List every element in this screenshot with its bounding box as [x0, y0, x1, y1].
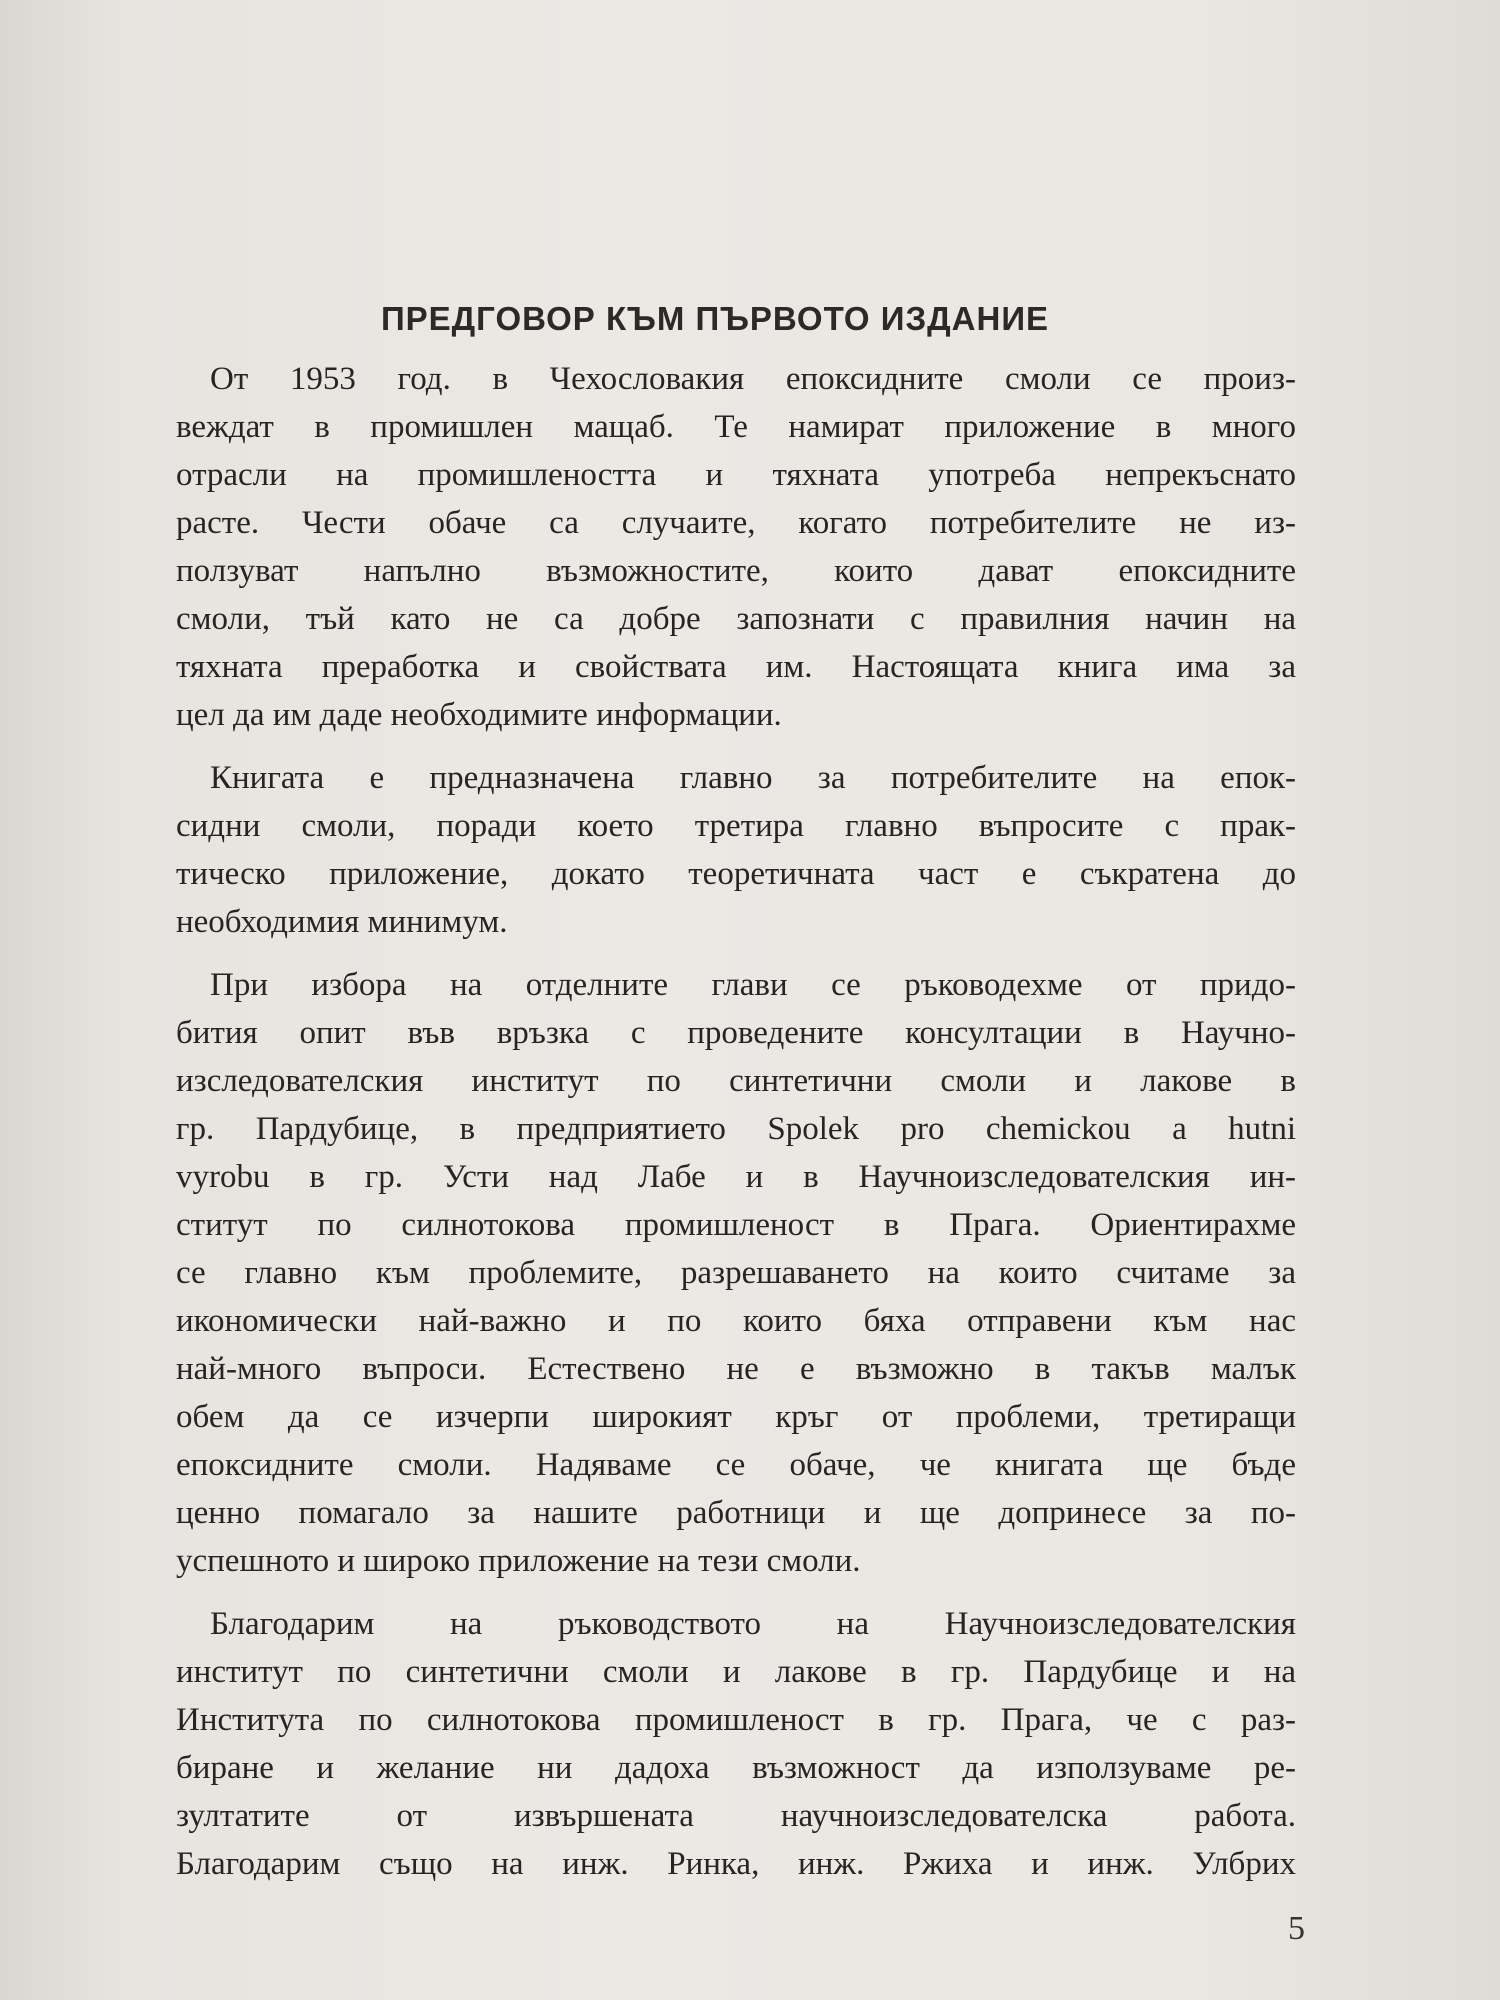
text-line: биране и желание ни дадоха възможност да използуваме ре- [176, 1750, 1296, 1786]
text-line: Института по силнотокова промишленост в гр. Прага, че с раз- [176, 1702, 1296, 1738]
text-line: изследователския институт по синтетични смоли и лакове в [176, 1063, 1296, 1099]
text-line: тяхната преработка и свойствата им. Настоящата книга има за [176, 649, 1296, 685]
text-line: расте. Чести обаче са случаите, когато потребителите не из- [176, 505, 1296, 541]
text-line: От 1953 год. в Чехословакия епоксидните смоли се произ- [210, 361, 1296, 397]
text-line: икономически най-важно и по които бяха отправени към нас [176, 1303, 1296, 1339]
text-line: зултатите от извършената научноизследователска работа. [176, 1798, 1296, 1834]
text-line: веждат в промишлен мащаб. Те намират приложение в много [176, 409, 1296, 445]
text-line: Благодарим също на инж. Ринка, инж. Ржиха и инж. Улбрих [176, 1846, 1296, 1882]
paragraph [176, 355, 1296, 739]
text-line: Благодарим на ръководството на Научноизследователския [210, 1606, 1296, 1642]
text-line: отрасли на промишлеността и тяхната употреба непрекъснато [176, 457, 1296, 493]
text-line: При избора на отделните глави се ръководехме от придо- [210, 967, 1296, 1003]
page-title: ПРЕДГОВОР КЪМ ПЪРВОТО ИЗДАНИЕ [380, 300, 1050, 337]
body-text [176, 355, 1296, 1903]
text-line: се главно към проблемите, разрешаването на които считаме за [176, 1255, 1296, 1291]
text-line: най-много въпроси. Естествено не е възможно в такъв малък [176, 1351, 1296, 1387]
text-line: тическо приложение, докато теоретичната част е съкратена до [176, 856, 1296, 892]
text-line: сидни смоли, поради което третира главно въпросите с прак- [176, 808, 1296, 844]
text-line: обем да се изчерпи широкият кръг от проблеми, третиращи [176, 1399, 1296, 1435]
text-line: ползуват напълно възможностите, които дават епоксидните [176, 553, 1296, 589]
text-line: цел да им даде необходимите информации. [176, 697, 782, 733]
text-line: институт по синтетични смоли и лакове в гр. Пардубице и на [176, 1654, 1296, 1690]
text-line: vyrobu в гр. Усти над Лабе и в Научноизследователския ин- [176, 1159, 1296, 1195]
text-line: необходимия минимум. [176, 904, 508, 940]
text-line: ститут по силнотокова промишленост в Прага. Ориентирахме [176, 1207, 1296, 1243]
paragraph [176, 1600, 1296, 1888]
paragraph [176, 754, 1296, 946]
text-line: успешното и широко приложение на тези смоли. [176, 1543, 861, 1579]
text-line: гр. Пардубице, в предприятието Spolek pro chemickou a hutni [176, 1111, 1296, 1147]
paragraph [176, 961, 1296, 1585]
text-line: смоли, тъй като не са добре запознати с правилния начин на [176, 601, 1296, 637]
text-line: епоксидните смоли. Надяваме се обаче, че книгата ще бъде [176, 1447, 1296, 1483]
text-line: бития опит във връзка с проведените консултации в Научно- [176, 1015, 1296, 1051]
text-line: ценно помагало за нашите работници и ще допринесе за по- [176, 1495, 1296, 1531]
text-line: Книгата е предназначена главно за потребителите на епок- [210, 760, 1296, 796]
page-number: 5 [1288, 1910, 1305, 1947]
